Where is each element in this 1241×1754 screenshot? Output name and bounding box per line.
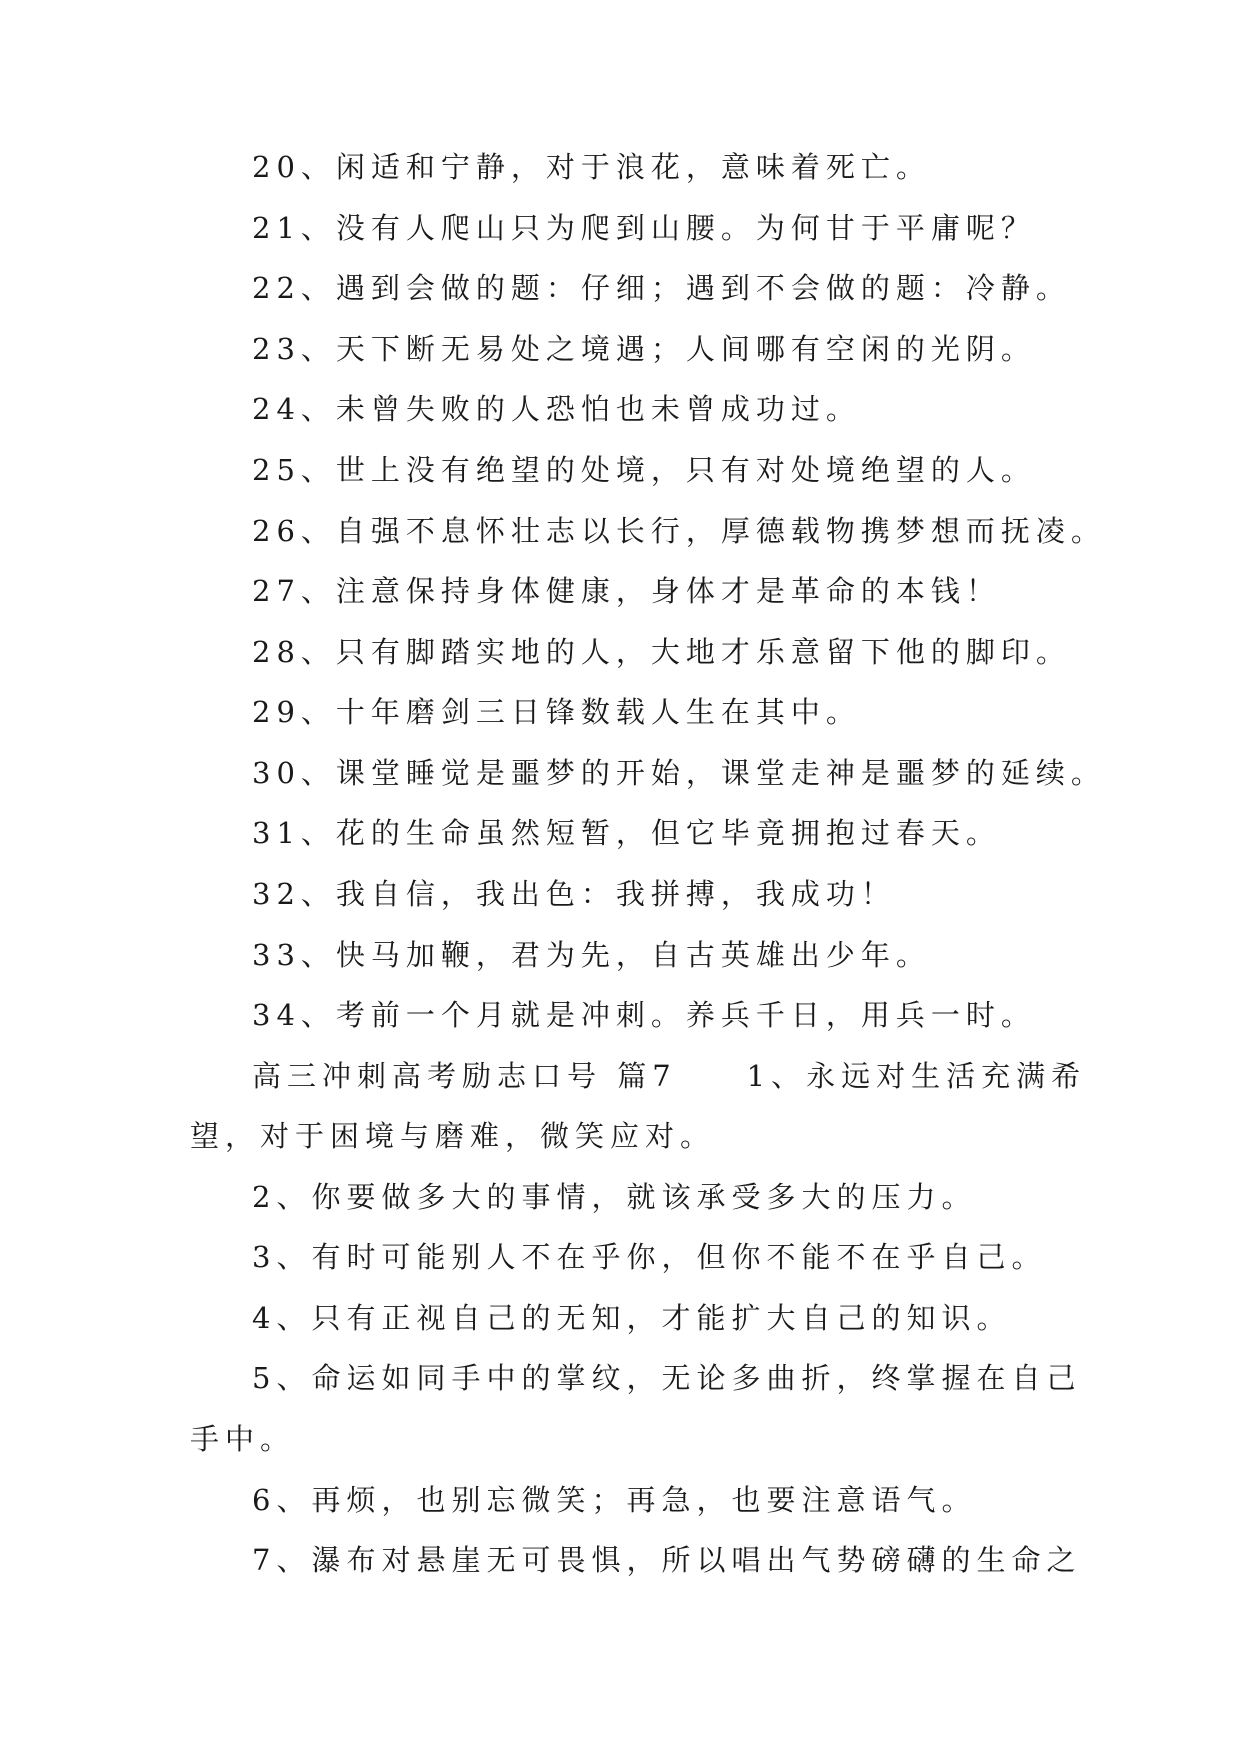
text-line-6: 6、再烦，也别忘微笑；再急，也要注意语气。 bbox=[252, 1483, 977, 1517]
text-line-7: 7、瀑布对悬崖无可畏惧，所以唱出气势磅礴的生命之 bbox=[252, 1543, 1082, 1577]
text-line-22: 22、遇到会做的题：仔细；遇到不会做的题：冷静。 bbox=[252, 271, 1071, 305]
text-line-27: 27、注意保持身体健康，身体才是革命的本钱！ bbox=[252, 574, 1001, 608]
text-line-28: 28、只有脚踏实地的人，大地才乐意留下他的脚印。 bbox=[252, 635, 1071, 669]
section-heading-line: 高三冲刺高考励志口号 篇7 1、永远对生活充满希 bbox=[252, 1059, 1087, 1093]
text-line-20: 20、闲适和宁静，对于浪花，意味着死亡。 bbox=[252, 150, 931, 184]
text-line-2: 2、你要做多大的事情，就该承受多大的压力。 bbox=[252, 1180, 977, 1214]
text-line-23: 23、天下断无易处之境遇；人间哪有空闲的光阴。 bbox=[252, 332, 1036, 366]
text-line-34: 34、考前一个月就是冲刺。养兵千日，用兵一时。 bbox=[252, 998, 1036, 1032]
text-line-30: 30、课堂睡觉是噩梦的开始，课堂走神是噩梦的延续。 bbox=[252, 756, 1106, 790]
text-line-33: 33、快马加鞭，君为先，自古英雄出少年。 bbox=[252, 938, 931, 972]
text-line-4: 4、只有正视自己的无知，才能扩大自己的知识。 bbox=[252, 1301, 1012, 1335]
text-line-29: 29、十年磨剑三日锋数载人生在其中。 bbox=[252, 695, 861, 729]
text-line-31: 31、花的生命虽然短暂，但它毕竟拥抱过春天。 bbox=[252, 816, 1001, 850]
text-line-5-continuation: 手中。 bbox=[190, 1422, 296, 1456]
text-line-24: 24、未曾失败的人恐怕也未曾成功过。 bbox=[252, 392, 861, 426]
text-line-25: 25、世上没有绝望的处境，只有对处境绝望的人。 bbox=[252, 453, 1036, 487]
text-line-5: 5、命运如同手中的掌纹，无论多曲折，终掌握在自己 bbox=[252, 1361, 1082, 1395]
text-line-21: 21、没有人爬山只为爬到山腰。为何甘于平庸呢？ bbox=[252, 211, 1036, 245]
text-line-32: 32、我自信，我出色：我拼搏，我成功！ bbox=[252, 877, 896, 911]
text-line-3: 3、有时可能别人不在乎你，但你不能不在乎自己。 bbox=[252, 1240, 1047, 1274]
text-line-26: 26、自强不息怀壮志以长行，厚德载物携梦想而抚凌。 bbox=[252, 514, 1106, 548]
text-line-continuation: 望，对于困境与磨难，微笑应对。 bbox=[190, 1119, 716, 1153]
